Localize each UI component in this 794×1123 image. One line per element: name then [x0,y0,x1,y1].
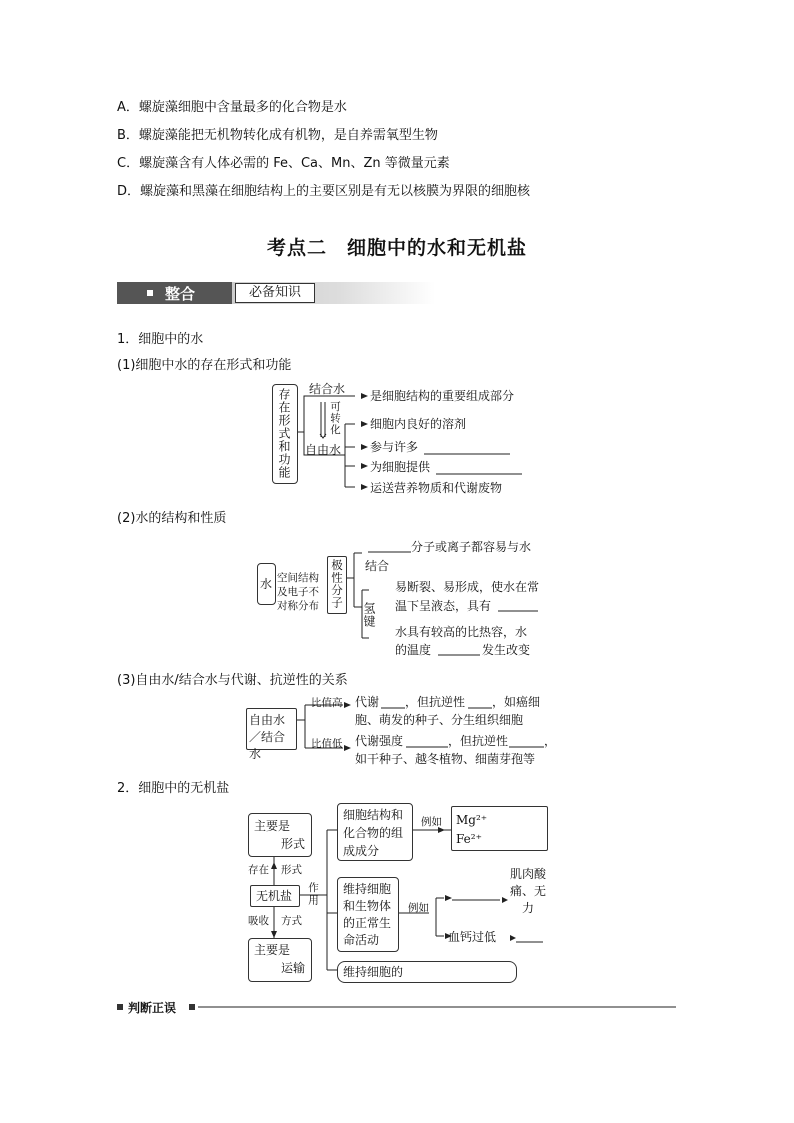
d2-t2a: 易断裂、易形成，使水在常 [395,580,540,594]
d4-f1-box [337,803,413,861]
d4-way: 方式 [281,915,302,927]
d4-f3: 维持细胞的 [343,965,404,979]
d4-mg: Mg²⁺ [456,813,488,827]
banner-tag: 整合 [165,285,196,303]
d3-l2: 如干种子、越冬植物、细菌芽孢等 [355,752,536,766]
d1-convert: 可转化 [329,401,341,436]
sub-heading-3: (3)自由水/结合水与代谢、抗逆性的关系 [117,673,348,688]
d4-muscle: 肌肉酸痛、无力 [510,867,547,915]
d2-t3c: 发生改变 [482,643,531,657]
d1-item-4: 运送营养物质和代谢废物 [370,481,503,495]
d4-main2a: 主要是 [254,943,291,957]
option-b: B．螺旋藻能把无机物转化成有机物，是自养需氧型生物 [117,128,438,143]
d1-item-3: 为细胞提供 [370,460,431,474]
d3-h1b: ，但抗逆性 [405,695,466,709]
heading-salt: 2．细胞中的无机盐 [117,781,230,796]
option-d: D．螺旋藻和黑藻在细胞结构上的主要区别是有无以核膜为界限的细胞核 [117,184,531,199]
option-c: C．螺旋藻含有人体必需的 Fe、Ca、Mn、Zn 等微量元素 [117,156,450,171]
d1-bound: 结合水 [309,382,346,396]
d3-l1c: ， [544,734,557,748]
d4-eg1: 例如 [421,816,442,828]
d3-low: 比值低 [311,738,343,750]
sub-heading-1: (1)细胞中水的存在形式和功能 [117,358,292,373]
d1-item-2: 参与许多 [370,440,419,454]
d2-polar: 极性分子 [330,559,344,609]
d1-root: 存在形式和功能 [277,388,291,479]
judge-heading: 判断正误 [128,1001,177,1015]
d2-hbond: 氢键 [362,602,376,628]
d2-water: 水 [260,577,273,591]
d2-t1a: 分子或离子都容易与水 [411,540,532,554]
heading-water: 1．细胞中的水 [117,332,204,347]
option-a: A．螺旋藻细胞中含量最多的化合物是水 [117,100,347,115]
d2-struct: 空间结构及电子不对称分布 [277,572,319,612]
d4-f3-box [337,961,517,983]
d4-f1: 细胞结构和化合物的组成成分 [343,808,404,858]
d3-h1c: ，如癌细 [492,695,541,709]
d4-f2: 维持细胞和生物体的正常生命活动 [343,882,392,947]
d3-h2: 胞、萌发的种子、分生组织细胞 [355,713,524,727]
d1-item-1: 细胞内良好的溶剂 [370,417,467,431]
d2-t3b: 的温度 [395,643,432,657]
d4-eg2: 例如 [408,902,429,914]
d4-salt: 无机盐 [256,889,293,903]
d4-main1b: 形式 [281,837,306,851]
d4-role: 作用 [307,882,319,907]
d2-t1b: 结合 [365,559,390,573]
d3-l1b: ，但抗逆性 [448,734,509,748]
d3-high: 比值高 [311,697,343,709]
d2-t3a: 水具有较高的比热容，水 [395,625,528,639]
judge-bullet [117,1004,123,1010]
d4-calcium: 血钙过低 [448,930,497,944]
d2-t2b: 温下呈液态，具有 [395,599,492,613]
d4-exist: 存在 [248,864,269,876]
d3-root: 自由水／结合水 [249,713,286,761]
d4-fe: Fe²⁺ [456,832,482,846]
d1-free: 自由水 [305,443,342,457]
d4-form: 形式 [281,864,302,876]
d4-salt-box [250,885,300,907]
sub-heading-2: (2)水的结构和性质 [117,511,227,526]
judge-bullet-end [189,1004,195,1010]
d3-h1a: 代谢 [355,695,380,709]
d3-l1a: 代谢强度 [355,734,404,748]
banner-text: 必备知识 [235,283,315,303]
d4-f2-box [337,877,399,952]
d4-absorb: 吸收 [248,915,269,927]
d4-main1a: 主要是 [254,819,291,833]
section-title: 考点二 细胞中的水和无机盐 [266,237,527,259]
d1-item-0: 是细胞结构的重要组成部分 [370,389,515,403]
d4-main2b: 运输 [281,961,306,975]
